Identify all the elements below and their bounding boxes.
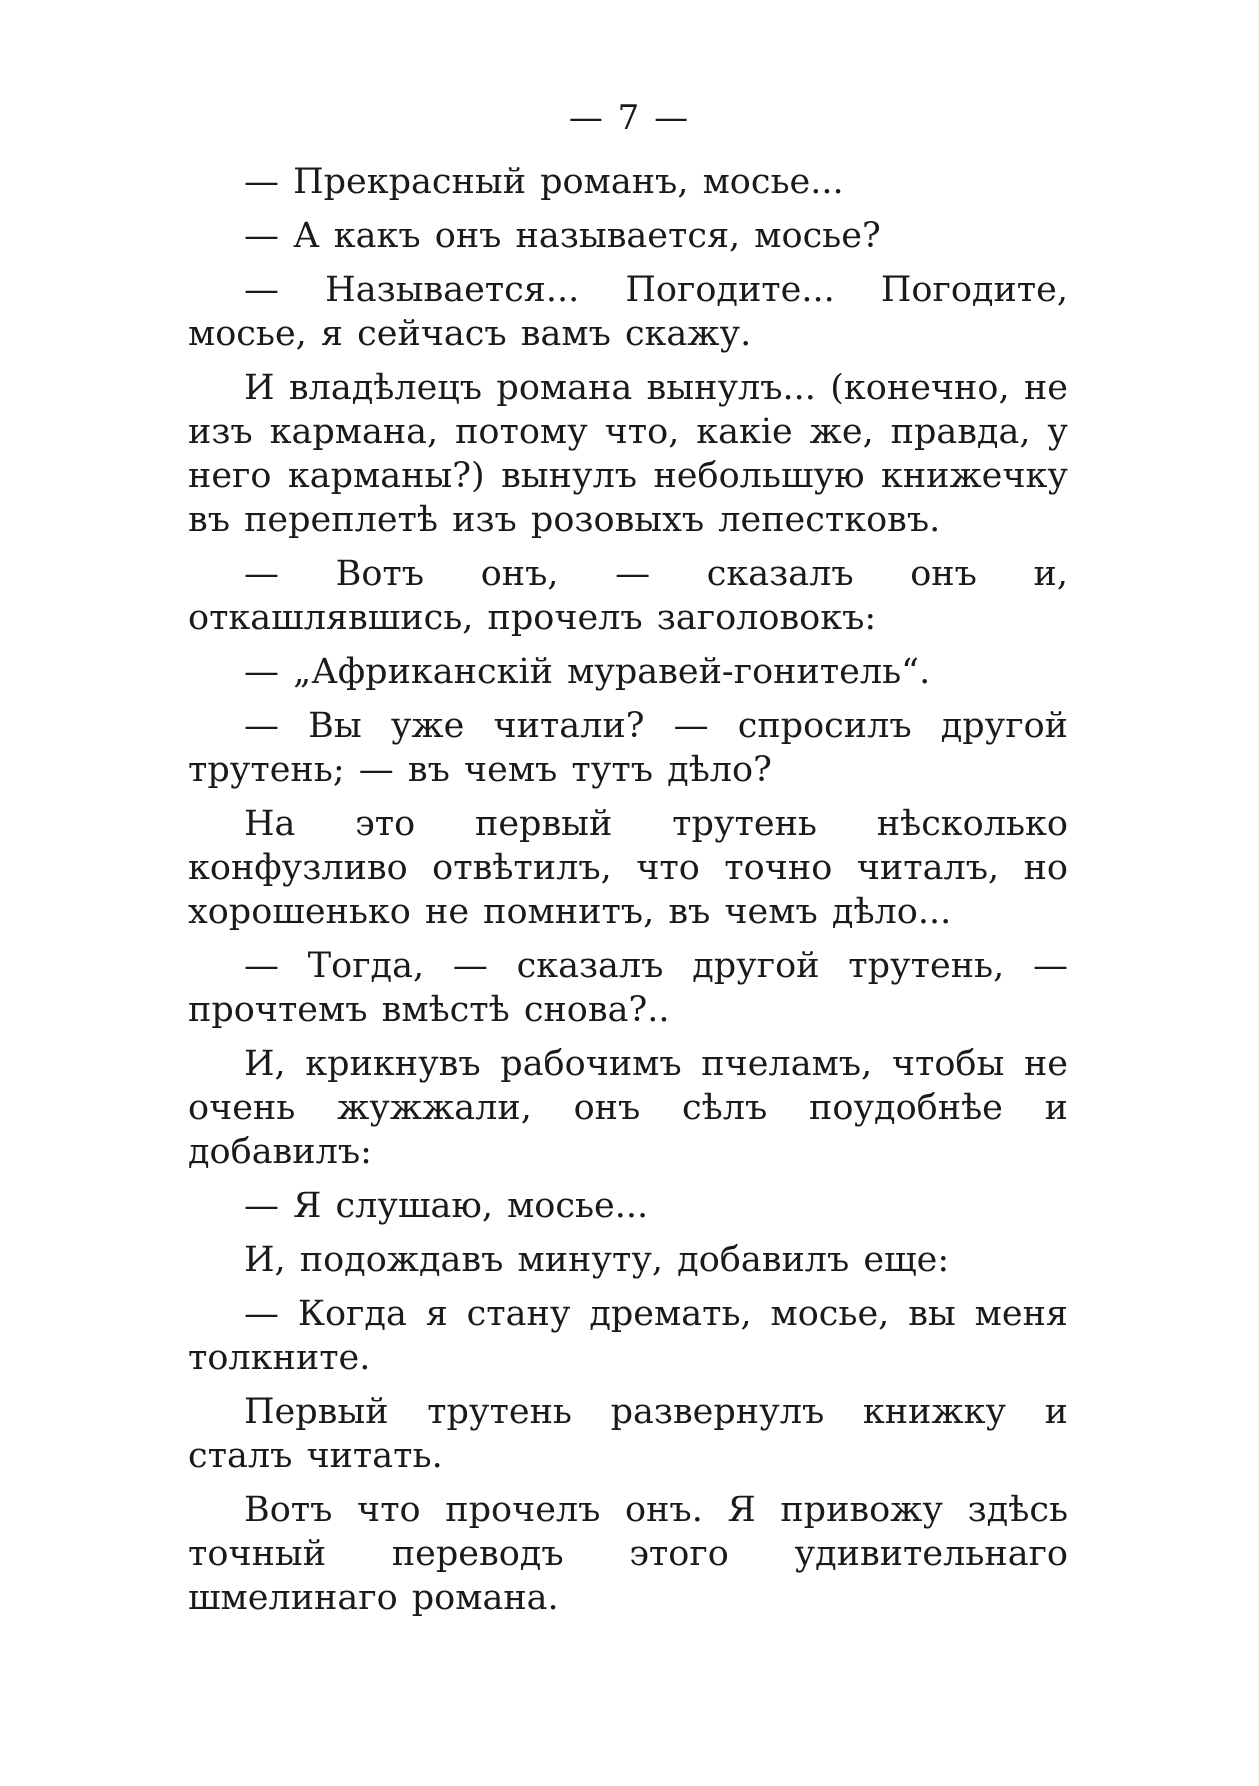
paragraph-9: — Тогда, — сказалъ другой трутень, — прочтемъ вмѣстѣ снова?.. (188, 946, 1068, 1030)
paragraph-2: — А какъ онъ называется, мосье? (244, 216, 881, 256)
paragraph-12: И, подождавъ минуту, добавилъ еще: (244, 1240, 950, 1280)
paragraph-4: И владѣлецъ романа вынулъ... (конечно, не изъ кармана, потому что, какіе же, правда, у него карманы?) вынулъ небольшую книжечку въ переплетѣ изъ розовыхъ лепестковъ. (188, 368, 1068, 540)
paragraph-1: — Прекрасный романъ, мосье... (244, 162, 844, 202)
paragraph-10: И, крикнувъ рабочимъ пчеламъ, чтобы не очень жужжали, онъ сѣлъ поудобнѣе и добавилъ: (188, 1044, 1068, 1172)
paragraph-7: — Вы уже читали? — спросилъ другой трутень; — въ чемъ тутъ дѣло? (188, 706, 1068, 790)
paragraph-6: — „Африканскій муравей-гонитель“. (244, 652, 931, 692)
text-body (188, 160, 1068, 1630)
paragraph-8: На это первый трутень нѣсколько конфузливо отвѣтилъ, что точно читалъ, но хорошенько не помнитъ, въ чемъ дѣло... (188, 804, 1068, 932)
paragraph-14: Первый трутень развернулъ книжку и сталъ читать. (188, 1392, 1068, 1476)
page-number: — 7 — (568, 98, 691, 138)
paragraph-11: — Я слушаю, мосье... (244, 1186, 649, 1226)
paragraph-5: — Вотъ онъ, — сказалъ онъ и, откашлявшись, прочелъ заголовокъ: (188, 554, 1068, 638)
paragraph-3: — Называется... Погодите... Погодите, мосье, я сейчасъ вамъ скажу. (188, 270, 1068, 354)
paragraph-15: Вотъ что прочелъ онъ. Я привожу здѣсь точный переводъ этого удивительнаго шмелинаго романа. (188, 1490, 1068, 1618)
paragraph-13: — Когда я стану дремать, мосье, вы меня толкните. (188, 1294, 1068, 1378)
